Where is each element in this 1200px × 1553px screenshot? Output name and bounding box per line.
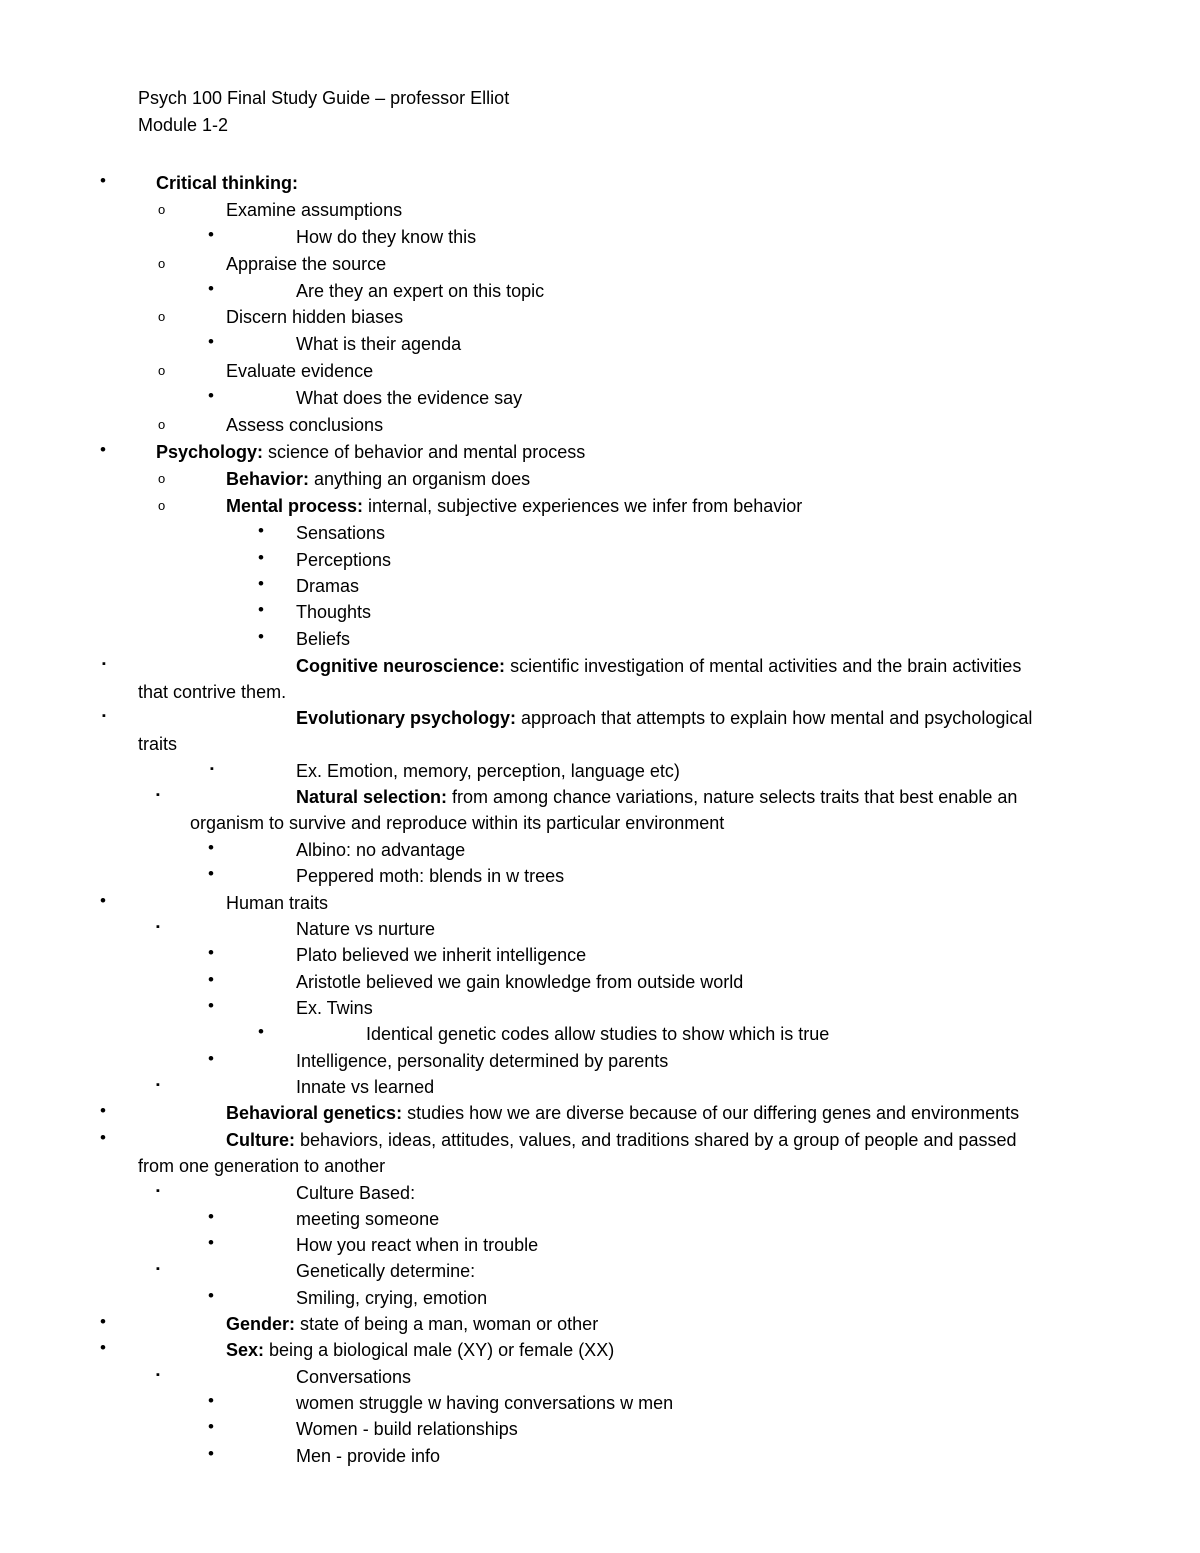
- bullet-marker: ▪: [156, 921, 160, 933]
- outline-item: [0, 1338, 1200, 1371]
- item-text: [296, 1258, 475, 1284]
- item-description: Culture Based:: [296, 1183, 416, 1203]
- bullet-marker: ▪: [156, 1185, 160, 1197]
- bullet-marker: •: [208, 996, 214, 1015]
- outline-item: [0, 361, 1200, 392]
- bullet-marker: •: [258, 521, 264, 540]
- item-description: What does the evidence say: [296, 388, 523, 408]
- bullet-marker: •: [258, 600, 264, 619]
- item-continuation: from one generation to another: [138, 1156, 386, 1176]
- bullet-marker: o: [158, 363, 166, 378]
- bullet-marker: o: [158, 498, 166, 513]
- item-text: [366, 1021, 829, 1047]
- item-description: scientific investigation of mental activities and the brain activities: [505, 656, 1022, 676]
- bullet-marker: •: [100, 440, 106, 459]
- item-description: Men - provide info: [296, 1446, 441, 1466]
- bullet-marker: •: [208, 838, 214, 857]
- item-description: being a biological male (XY) or female (XX): [264, 1340, 615, 1360]
- outline-item: [0, 891, 1200, 924]
- outline-item: [0, 386, 1200, 419]
- item-description: Evaluate evidence: [226, 361, 374, 381]
- item-term: Mental process:: [226, 496, 364, 516]
- item-description: Albino: no advantage: [296, 840, 466, 860]
- item-text: [296, 1180, 415, 1206]
- item-text: [296, 1416, 518, 1442]
- item-text: [296, 837, 465, 863]
- item-description: Conversations: [296, 1367, 412, 1387]
- item-text: [156, 439, 585, 465]
- item-description: Innate vs learned: [296, 1077, 435, 1097]
- outline-item: [0, 1286, 1200, 1319]
- outline-item: [0, 1261, 1200, 1292]
- bullet-marker: ▪: [210, 763, 214, 775]
- item-continuation: organism to survive and reproduce within its particular environment: [190, 813, 725, 833]
- outline-item: [0, 548, 1200, 581]
- outline-item: [0, 225, 1200, 258]
- bullet-marker: •: [208, 864, 214, 883]
- bullet-marker: •: [208, 1417, 214, 1436]
- item-text: [226, 251, 386, 277]
- item-text: [226, 1337, 614, 1363]
- item-description: Examine assumptions: [226, 200, 403, 220]
- outline-item: [0, 1128, 1200, 1176]
- item-text: [296, 653, 1021, 679]
- item-description: Beliefs: [296, 629, 351, 649]
- outline-item: [0, 521, 1200, 554]
- item-text: [226, 412, 383, 438]
- item-text: [226, 890, 328, 916]
- item-description: What is their agenda: [296, 334, 462, 354]
- bullet-marker: •: [208, 279, 214, 298]
- item-description: Discern hidden biases: [226, 307, 404, 327]
- item-description: Peppered moth: blends in w trees: [296, 866, 565, 886]
- item-text: [296, 1285, 487, 1311]
- item-description: Genetically determine:: [296, 1261, 476, 1281]
- item-text: [296, 916, 435, 942]
- item-description: Women - build relationships: [296, 1419, 518, 1439]
- outline-item: [0, 1207, 1200, 1240]
- item-description: Assess conclusions: [226, 415, 384, 435]
- item-description: Nature vs nurture: [296, 919, 436, 939]
- item-text: [296, 278, 544, 304]
- item-description: Ex. Emotion, memory, perception, language etc): [296, 761, 680, 781]
- item-continuation: traits: [138, 734, 178, 754]
- item-description: Human traits: [226, 893, 329, 913]
- item-text: [296, 520, 385, 546]
- item-text: [296, 573, 359, 599]
- item-description: behaviors, ideas, attitudes, values, and traditions shared by a group of people and passed: [295, 1130, 1017, 1150]
- outline-item: [0, 787, 1200, 833]
- item-text: [296, 863, 564, 889]
- item-description: anything an organism does: [309, 469, 531, 489]
- bullet-marker: o: [158, 417, 166, 432]
- outline-item: [0, 1183, 1200, 1214]
- item-description: Appraise the source: [226, 254, 387, 274]
- item-term: Evolutionary psychology:: [296, 708, 517, 728]
- bullet-marker: •: [208, 1391, 214, 1410]
- outline-item: [0, 1417, 1200, 1450]
- bullet-marker: •: [100, 1101, 106, 1120]
- item-term: Behavioral genetics:: [226, 1103, 403, 1123]
- outline-item: [0, 600, 1200, 633]
- item-description: Sensations: [296, 523, 386, 543]
- bullet-marker: •: [100, 1128, 106, 1147]
- item-text: [296, 1206, 439, 1232]
- item-description: Plato believed we inherit intelligence: [296, 945, 587, 965]
- item-description: science of behavior and mental process: [263, 442, 586, 462]
- outline-item: [0, 279, 1200, 312]
- item-description: internal, subjective experiences we infer from behavior: [363, 496, 803, 516]
- item-description: Ex. Twins: [296, 998, 373, 1018]
- item-description: Aristotle believed we gain knowledge from outside world: [296, 972, 744, 992]
- item-term: Culture:: [226, 1130, 295, 1150]
- item-text: [226, 358, 373, 384]
- bullet-marker: ▪: [156, 789, 160, 801]
- bullet-marker: •: [208, 332, 214, 351]
- item-term: Cognitive neuroscience:: [296, 656, 506, 676]
- item-description: state of being a man, woman or other: [295, 1314, 599, 1334]
- item-description: women struggle w having conversations w men: [296, 1393, 674, 1413]
- item-text: [296, 705, 1032, 731]
- bullet-marker: •: [258, 548, 264, 567]
- bullet-marker: •: [208, 1286, 214, 1305]
- bullet-marker: •: [208, 1444, 214, 1463]
- item-description: Are they an expert on this topic: [296, 281, 545, 301]
- outline-item: [0, 656, 1200, 702]
- item-description: from among chance variations, nature selects traits that best enable an: [447, 787, 1018, 807]
- outline-item: [0, 171, 1200, 204]
- item-text: [226, 1127, 1016, 1153]
- item-text: [296, 969, 743, 995]
- item-term: Natural selection:: [296, 787, 448, 807]
- outline-item: [0, 919, 1200, 950]
- bullet-marker: ▪: [102, 658, 106, 670]
- item-text: [296, 626, 350, 652]
- outline-item: [0, 496, 1200, 527]
- item-text: [296, 758, 680, 784]
- bullet-marker: •: [100, 171, 106, 190]
- bullet-marker: o: [158, 202, 166, 217]
- item-description: How you react when in trouble: [296, 1235, 539, 1255]
- item-continuation: that contrive them.: [138, 682, 287, 702]
- item-term: Sex:: [226, 1340, 265, 1360]
- item-description: studies how we are diverse because of our differing genes and environments: [402, 1103, 1020, 1123]
- outline-item: [0, 200, 1200, 231]
- document-title: Psych 100 Final Study Guide – professor Elliot: [138, 88, 510, 108]
- outline-item: [0, 574, 1200, 607]
- item-term: Behavior:: [226, 469, 310, 489]
- bullet-marker: •: [208, 1233, 214, 1252]
- outline-item: [0, 440, 1200, 473]
- outline-item: [0, 970, 1200, 1003]
- bullet-marker: •: [258, 627, 264, 646]
- module-label: Module 1-2: [138, 115, 229, 135]
- item-term: Psychology:: [156, 442, 264, 462]
- outline-item: [0, 307, 1200, 338]
- outline-item: [0, 708, 1200, 754]
- bullet-marker: ▪: [156, 1263, 160, 1275]
- bullet-marker: •: [208, 943, 214, 962]
- item-description: Smiling, crying, emotion: [296, 1288, 488, 1308]
- item-description: Intelligence, personality determined by parents: [296, 1051, 669, 1071]
- item-text: [296, 224, 476, 250]
- item-text: [296, 1364, 411, 1390]
- bullet-marker: o: [158, 471, 166, 486]
- bullet-marker: •: [100, 891, 106, 910]
- item-text: [296, 1048, 668, 1074]
- item-description: approach that attempts to explain how mental and psychological: [516, 708, 1033, 728]
- outline-item: [0, 838, 1200, 871]
- bullet-marker: •: [258, 1022, 264, 1041]
- outline-item: [0, 1049, 1200, 1082]
- item-text: [226, 1311, 598, 1337]
- bullet-marker: ▪: [156, 1369, 160, 1381]
- item-description: Dramas: [296, 576, 360, 596]
- bullet-marker: •: [208, 386, 214, 405]
- item-description: Identical genetic codes allow studies to show which is true: [366, 1024, 830, 1044]
- bullet-marker: •: [100, 1338, 106, 1357]
- outline-item: [0, 332, 1200, 365]
- item-description: How do they know this: [296, 227, 477, 247]
- bullet-marker: o: [158, 309, 166, 324]
- item-description: Thoughts: [296, 602, 372, 622]
- bullet-marker: o: [158, 256, 166, 271]
- bullet-marker: •: [258, 574, 264, 593]
- item-text: [296, 331, 461, 357]
- item-description: Perceptions: [296, 550, 392, 570]
- outline-item: [0, 1233, 1200, 1266]
- bullet-marker: •: [208, 225, 214, 244]
- item-term: Critical thinking:: [156, 173, 299, 193]
- item-description: meeting someone: [296, 1209, 440, 1229]
- outline-item: [0, 254, 1200, 285]
- item-text: [226, 466, 530, 492]
- item-text: [156, 170, 298, 196]
- item-term: Gender:: [226, 1314, 296, 1334]
- outline-item: [0, 1444, 1200, 1477]
- item-text: [296, 385, 522, 411]
- outline-item: [0, 864, 1200, 897]
- outline-item: [0, 1391, 1200, 1424]
- item-text: [296, 995, 373, 1021]
- item-text: [296, 784, 1017, 810]
- item-text: [296, 547, 391, 573]
- bullet-marker: ▪: [156, 1079, 160, 1091]
- item-text: [226, 1100, 1019, 1126]
- item-text: [296, 1074, 434, 1100]
- item-text: [296, 1443, 440, 1469]
- item-text: [226, 493, 802, 519]
- item-text: [296, 942, 586, 968]
- item-text: [296, 1390, 673, 1416]
- item-text: [296, 599, 371, 625]
- bullet-marker: •: [208, 1049, 214, 1068]
- item-text: [296, 1232, 538, 1258]
- bullet-marker: •: [208, 970, 214, 989]
- bullet-marker: •: [208, 1207, 214, 1226]
- bullet-marker: ▪: [102, 710, 106, 722]
- item-text: [226, 304, 403, 330]
- item-text: [226, 197, 402, 223]
- bullet-marker: •: [100, 1312, 106, 1331]
